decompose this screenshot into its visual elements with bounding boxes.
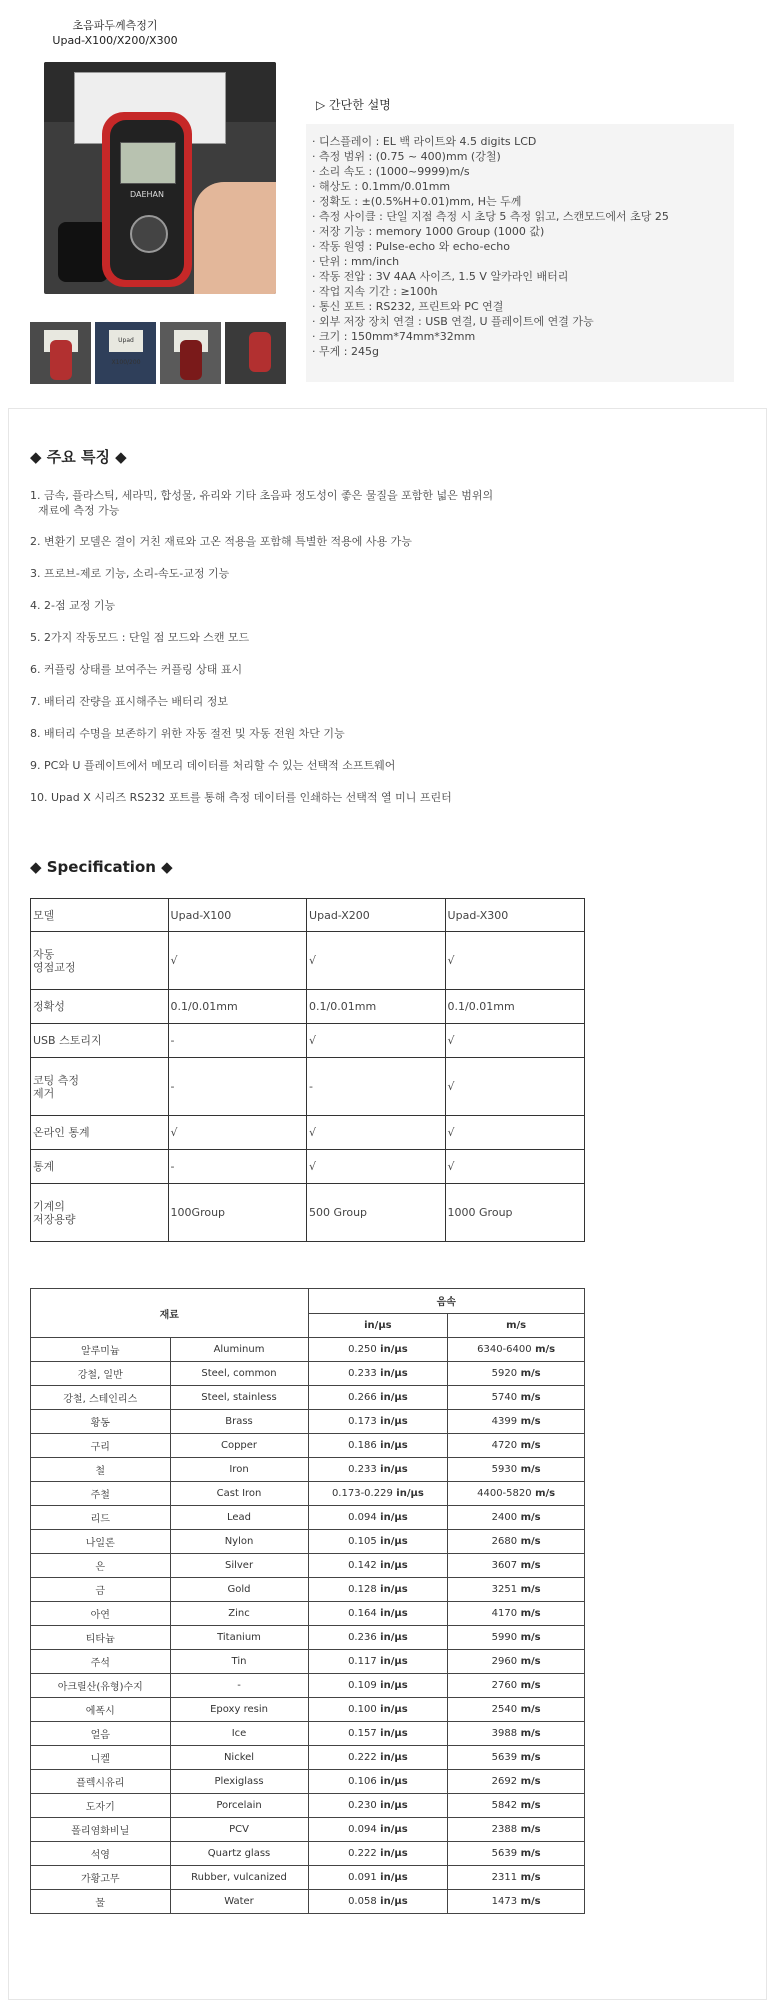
spec-cell: √ bbox=[445, 1150, 584, 1184]
velocity-cell: 0.117 in/μs bbox=[308, 1650, 448, 1674]
velocity-cell: 에폭시 bbox=[31, 1698, 171, 1722]
description-item: · 저장 기능 : memory 1000 Group (1000 값) bbox=[312, 225, 545, 238]
velocity-cell: 아크릴산(유형)수지 bbox=[31, 1674, 171, 1698]
spec-cell: 정확성 bbox=[31, 990, 169, 1024]
velocity-cell: 3251 m/s bbox=[448, 1578, 585, 1602]
velocity-cell: 4720 m/s bbox=[448, 1434, 585, 1458]
velocity-cell: Steel, stainless bbox=[170, 1386, 308, 1410]
velocity-cell: 5639 m/s bbox=[448, 1746, 585, 1770]
velocity-cell: 0.128 in/μs bbox=[308, 1578, 448, 1602]
velocity-cell: 가황고무 bbox=[31, 1866, 171, 1890]
velocity-cell: Nickel bbox=[170, 1746, 308, 1770]
velocity-unit: m/s bbox=[517, 1512, 541, 1523]
description-item: · 통신 포트 : RS232, 프린트와 PC 연결 bbox=[312, 300, 504, 313]
velocity-cell: 5842 m/s bbox=[448, 1794, 585, 1818]
spec-row bbox=[31, 1058, 585, 1116]
velocity-cell: 강철, 스테인리스 bbox=[31, 1386, 171, 1410]
velocity-cell: 3607 m/s bbox=[448, 1554, 585, 1578]
spec-header-cell: Upad-X100 bbox=[168, 899, 307, 932]
velocity-unit: m/s bbox=[517, 1560, 541, 1571]
velocity-unit: m/s bbox=[517, 1368, 541, 1379]
spec-cell: 기계의 저장용량 bbox=[31, 1184, 169, 1242]
description-item: · 측정 범위 : (0.75 ~ 400)mm (강철) bbox=[312, 150, 501, 163]
spec-header-cell: 모델 bbox=[31, 899, 169, 932]
spec-cell: 코팅 측정 제거 bbox=[31, 1058, 169, 1116]
thumbnail-1[interactable] bbox=[30, 322, 91, 384]
velocity-cell: 6340-6400 m/s bbox=[448, 1338, 585, 1362]
spec-cell: √ bbox=[445, 1116, 584, 1150]
velocity-cell: Zinc bbox=[170, 1602, 308, 1626]
velocity-cell: 구리 bbox=[31, 1434, 171, 1458]
velocity-cell: 2960 m/s bbox=[448, 1650, 585, 1674]
description-list bbox=[312, 134, 669, 359]
spec-cell: √ bbox=[307, 932, 446, 990]
velocity-cell: PCV bbox=[170, 1818, 308, 1842]
spec-row bbox=[31, 1116, 585, 1150]
velocity-unit: m/s bbox=[517, 1728, 541, 1739]
velocity-cell: Tin bbox=[170, 1650, 308, 1674]
velocity-row bbox=[31, 1650, 585, 1674]
velocity-row bbox=[31, 1386, 585, 1410]
velocity-unit: m/s bbox=[517, 1872, 541, 1883]
velocity-cell: Nylon bbox=[170, 1530, 308, 1554]
velocity-cell: 주석 bbox=[31, 1650, 171, 1674]
spec-cell: √ bbox=[168, 1116, 307, 1150]
velocity-cell: 4400-5820 m/s bbox=[448, 1482, 585, 1506]
unit-in-header: in/μs bbox=[308, 1313, 448, 1338]
velocity-unit: m/s bbox=[517, 1824, 541, 1835]
velocity-unit: m/s bbox=[517, 1608, 541, 1619]
velocity-row bbox=[31, 1770, 585, 1794]
velocity-cell: 2311 m/s bbox=[448, 1866, 585, 1890]
velocity-unit: m/s bbox=[517, 1656, 541, 1667]
velocity-row bbox=[31, 1842, 585, 1866]
spec-row bbox=[31, 932, 585, 990]
velocity-unit: in/μs bbox=[376, 1872, 408, 1883]
spec-row bbox=[31, 1184, 585, 1242]
velocity-cell: 0.058 in/μs bbox=[308, 1890, 448, 1914]
velocity-cell: 0.230 in/μs bbox=[308, 1794, 448, 1818]
velocity-cell: 0.100 in/μs bbox=[308, 1698, 448, 1722]
velocity-row bbox=[31, 1698, 585, 1722]
gauge-lcd bbox=[120, 142, 176, 184]
gauge-device bbox=[102, 112, 192, 287]
velocity-cell: 5740 m/s bbox=[448, 1386, 585, 1410]
velocity-unit: m/s bbox=[517, 1752, 541, 1763]
velocity-unit: m/s bbox=[517, 1848, 541, 1859]
spec-cell: 통계 bbox=[31, 1150, 169, 1184]
velocity-unit: in/μs bbox=[376, 1848, 408, 1859]
spec-header-cell: Upad-X300 bbox=[445, 899, 584, 932]
velocity-cell: 철 bbox=[31, 1458, 171, 1482]
velocity-unit: m/s bbox=[531, 1488, 556, 1499]
velocity-cell: 5920 m/s bbox=[448, 1362, 585, 1386]
velocity-cell: 0.233 in/μs bbox=[308, 1362, 448, 1386]
material-header: 재료 bbox=[31, 1289, 309, 1338]
features-list bbox=[30, 488, 590, 822]
velocity-unit: in/μs bbox=[376, 1440, 408, 1451]
description-item: · 작동 전압 : 3V 4AA 사이즈, 1.5 V 알카라인 배터리 bbox=[312, 270, 569, 283]
hand-image bbox=[194, 182, 276, 294]
velocity-cell: 0.157 in/μs bbox=[308, 1722, 448, 1746]
velocity-cell: 2540 m/s bbox=[448, 1698, 585, 1722]
velocity-cell: 2680 m/s bbox=[448, 1530, 585, 1554]
velocity-unit: in/μs bbox=[376, 1368, 408, 1379]
velocity-cell: 0.250 in/μs bbox=[308, 1338, 448, 1362]
velocity-row bbox=[31, 1794, 585, 1818]
velocity-cell: Aluminum bbox=[170, 1338, 308, 1362]
spec-table bbox=[30, 898, 585, 1242]
spec-cell: 0.1/0.01mm bbox=[168, 990, 307, 1024]
velocity-unit: m/s bbox=[517, 1392, 541, 1403]
velocity-unit: in/μs bbox=[376, 1704, 408, 1715]
feature-item: 8. 배터리 수명을 보존하기 위한 자동 절전 및 자동 전원 차단 기능 bbox=[30, 727, 345, 740]
velocity-cell: 0.106 in/μs bbox=[308, 1770, 448, 1794]
velocity-unit: in/μs bbox=[376, 1392, 408, 1403]
velocity-cell: 5990 m/s bbox=[448, 1626, 585, 1650]
spec-row bbox=[31, 990, 585, 1024]
velocity-unit: in/μs bbox=[376, 1752, 408, 1763]
velocity-unit: m/s bbox=[517, 1704, 541, 1715]
velocity-unit: m/s bbox=[517, 1680, 541, 1691]
feature-item: 5. 2가지 작동모드 : 단일 점 모드와 스캔 모드 bbox=[30, 631, 250, 644]
velocity-cell: Brass bbox=[170, 1410, 308, 1434]
product-title bbox=[30, 18, 200, 48]
velocity-row bbox=[31, 1410, 585, 1434]
velocity-cell: 티타늄 bbox=[31, 1626, 171, 1650]
velocity-cell: Plexiglass bbox=[170, 1770, 308, 1794]
feature-item: 7. 배터리 잔량을 표시해주는 배터리 정보 bbox=[30, 695, 228, 708]
velocity-cell: 도자기 bbox=[31, 1794, 171, 1818]
velocity-unit: in/μs bbox=[376, 1800, 408, 1811]
velocity-row bbox=[31, 1362, 585, 1386]
velocity-row bbox=[31, 1674, 585, 1698]
feature-item: 6. 커플링 상태를 보여주는 커플링 상태 표시 bbox=[30, 663, 243, 676]
velocity-row bbox=[31, 1458, 585, 1482]
velocity-cell: 석영 bbox=[31, 1842, 171, 1866]
description-item: · 측정 사이클 : 단일 지점 측정 시 초당 5 측정 읽고, 스캔모드에서 초당 25 bbox=[312, 210, 669, 223]
feature-item: 재료에 측정 가능 bbox=[38, 504, 120, 517]
velocity-unit: in/μs bbox=[376, 1824, 408, 1835]
feature-item: 4. 2-점 교정 기능 bbox=[30, 599, 116, 612]
spec-cell: 자동 영점교정 bbox=[31, 932, 169, 990]
velocity-unit: m/s bbox=[517, 1776, 541, 1787]
velocity-unit: in/μs bbox=[376, 1776, 408, 1787]
velocity-row bbox=[31, 1722, 585, 1746]
velocity-cell: 0.186 in/μs bbox=[308, 1434, 448, 1458]
velocity-unit: in/μs bbox=[376, 1560, 408, 1571]
description-title: ▷ 간단한 설명 bbox=[316, 98, 391, 112]
velocity-row bbox=[31, 1818, 585, 1842]
velocity-row bbox=[31, 1602, 585, 1626]
velocity-cell: Cast Iron bbox=[170, 1482, 308, 1506]
velocity-cell: 2400 m/s bbox=[448, 1506, 585, 1530]
spec-cell: 100Group bbox=[168, 1184, 307, 1242]
velocity-cell: Silver bbox=[170, 1554, 308, 1578]
velocity-cell: Lead bbox=[170, 1506, 308, 1530]
velocity-unit: m/s bbox=[517, 1536, 541, 1547]
velocity-cell: 0.094 in/μs bbox=[308, 1506, 448, 1530]
spec-cell: 500 Group bbox=[307, 1184, 446, 1242]
velocity-unit: in/μs bbox=[376, 1656, 408, 1667]
velocity-unit: in/μs bbox=[376, 1344, 408, 1355]
velocity-cell: - bbox=[170, 1674, 308, 1698]
description-item: · 해상도 : 0.1mm/0.01mm bbox=[312, 180, 451, 193]
velocity-cell: 4399 m/s bbox=[448, 1410, 585, 1434]
velocity-cell: 0.222 in/μs bbox=[308, 1842, 448, 1866]
description-item: · 무게 : 245g bbox=[312, 345, 379, 358]
velocity-unit: in/μs bbox=[376, 1584, 408, 1595]
velocity-cell: 5930 m/s bbox=[448, 1458, 585, 1482]
description-item: · 디스플레이 : EL 백 라이트와 4.5 digits LCD bbox=[312, 135, 537, 148]
spec-cell: 0.1/0.01mm bbox=[445, 990, 584, 1024]
description-item: · 외부 저장 장치 연결 : USB 연결, U 플레이트에 연결 가능 bbox=[312, 315, 594, 328]
spec-cell: √ bbox=[168, 932, 307, 990]
velocity-row bbox=[31, 1746, 585, 1770]
spec-row bbox=[31, 1024, 585, 1058]
velocity-cell: 0.266 in/μs bbox=[308, 1386, 448, 1410]
thumbnail-strip bbox=[30, 322, 288, 384]
velocity-unit: in/μs bbox=[392, 1488, 424, 1499]
spec-cell: √ bbox=[307, 1116, 446, 1150]
velocity-cell: 2388 m/s bbox=[448, 1818, 585, 1842]
velocity-cell: 0.173 in/μs bbox=[308, 1410, 448, 1434]
velocity-cell: Quartz glass bbox=[170, 1842, 308, 1866]
spec-cell: √ bbox=[307, 1024, 446, 1058]
velocity-row bbox=[31, 1506, 585, 1530]
velocity-unit: in/μs bbox=[376, 1632, 408, 1643]
feature-item: 3. 프로브-제로 기능, 소리-속도-교정 기능 bbox=[30, 567, 230, 580]
spec-cell: - bbox=[168, 1058, 307, 1116]
velocity-cell: 2692 m/s bbox=[448, 1770, 585, 1794]
velocity-cell: Rubber, vulcanized bbox=[170, 1866, 308, 1890]
velocity-cell: Porcelain bbox=[170, 1794, 308, 1818]
velocity-cell: 0.233 in/μs bbox=[308, 1458, 448, 1482]
spec-title: ◆ Specification ◆ bbox=[30, 858, 173, 876]
velocity-cell: Ice bbox=[170, 1722, 308, 1746]
velocity-cell: 0.173-0.229 in/μs bbox=[308, 1482, 448, 1506]
velocity-unit: in/μs bbox=[376, 1896, 408, 1907]
velocity-cell: 1473 m/s bbox=[448, 1890, 585, 1914]
spec-header-cell: Upad-X200 bbox=[307, 899, 446, 932]
velocity-unit: m/s bbox=[531, 1344, 556, 1355]
velocity-row bbox=[31, 1626, 585, 1650]
velocity-cell: 폴리염화비닐 bbox=[31, 1818, 171, 1842]
velocity-cell: 황동 bbox=[31, 1410, 171, 1434]
thumbnail-2[interactable] bbox=[95, 322, 156, 384]
velocity-unit: m/s bbox=[517, 1800, 541, 1811]
spec-cell: 0.1/0.01mm bbox=[307, 990, 446, 1024]
thumbnail-4[interactable] bbox=[225, 322, 286, 384]
velocity-cell: Copper bbox=[170, 1434, 308, 1458]
velocity-cell: Gold bbox=[170, 1578, 308, 1602]
velocity-unit: m/s bbox=[517, 1896, 541, 1907]
velocity-row bbox=[31, 1338, 585, 1362]
velocity-row bbox=[31, 1434, 585, 1458]
spec-cell: USB 스토리지 bbox=[31, 1024, 169, 1058]
velocity-unit: in/μs bbox=[376, 1608, 408, 1619]
velocity-cell: 0.164 in/μs bbox=[308, 1602, 448, 1626]
velocity-cell: 0.091 in/μs bbox=[308, 1866, 448, 1890]
velocity-row bbox=[31, 1530, 585, 1554]
velocity-cell: Iron bbox=[170, 1458, 308, 1482]
spec-cell: √ bbox=[445, 1024, 584, 1058]
velocity-row bbox=[31, 1866, 585, 1890]
velocity-cell: 2760 m/s bbox=[448, 1674, 585, 1698]
velocity-cell: 5639 m/s bbox=[448, 1842, 585, 1866]
velocity-unit: in/μs bbox=[376, 1464, 408, 1475]
product-title-line2: Upad-X100/X200/X300 bbox=[52, 34, 178, 47]
keypad-icon bbox=[130, 215, 168, 253]
feature-item: 2. 변환기 모델은 결이 거친 재료와 고온 적용을 포함해 특별한 적용에 사용 가능 bbox=[30, 535, 412, 548]
velocity-unit: m/s bbox=[517, 1440, 541, 1451]
velocity-cell: 0.142 in/μs bbox=[308, 1554, 448, 1578]
velocity-unit: in/μs bbox=[376, 1536, 408, 1547]
velocity-unit: m/s bbox=[517, 1416, 541, 1427]
description-item: · 단위 : mm/inch bbox=[312, 255, 400, 268]
velocity-cell: 아연 bbox=[31, 1602, 171, 1626]
description-item: · 소리 속도 : (1000~9999)m/s bbox=[312, 165, 470, 178]
velocity-unit: in/μs bbox=[376, 1416, 408, 1427]
velocity-unit: m/s bbox=[517, 1464, 541, 1475]
velocity-cell: 4170 m/s bbox=[448, 1602, 585, 1626]
velocity-unit: m/s bbox=[517, 1584, 541, 1595]
spec-cell: - bbox=[168, 1150, 307, 1184]
description-item: · 정확도 : ±(0.5%H+0.01)mm, H는 두께 bbox=[312, 195, 522, 208]
velocity-row bbox=[31, 1890, 585, 1914]
velocity-unit: in/μs bbox=[376, 1680, 408, 1691]
velocity-cell: 0.094 in/μs bbox=[308, 1818, 448, 1842]
velocity-cell: 주철 bbox=[31, 1482, 171, 1506]
velocity-cell: 금 bbox=[31, 1578, 171, 1602]
product-main-image[interactable] bbox=[44, 62, 276, 294]
device-brand: DAEHAN bbox=[129, 190, 165, 199]
velocity-cell: 0.105 in/μs bbox=[308, 1530, 448, 1554]
velocity-row bbox=[31, 1482, 585, 1506]
velocity-row bbox=[31, 1578, 585, 1602]
velocity-unit: in/μs bbox=[376, 1728, 408, 1739]
probe-icon bbox=[58, 222, 108, 282]
velocity-cell: 은 bbox=[31, 1554, 171, 1578]
velocity-cell: 얼음 bbox=[31, 1722, 171, 1746]
spec-cell: 1000 Group bbox=[445, 1184, 584, 1242]
thumbnail-3[interactable] bbox=[160, 322, 221, 384]
velocity-cell: 0.109 in/μs bbox=[308, 1674, 448, 1698]
velocity-cell: 리드 bbox=[31, 1506, 171, 1530]
velocity-cell: Water bbox=[170, 1890, 308, 1914]
spec-cell: √ bbox=[445, 1058, 584, 1116]
velocity-cell: Steel, common bbox=[170, 1362, 308, 1386]
velocity-cell: Titanium bbox=[170, 1626, 308, 1650]
features-title: ◆ 주요 특징 ◆ bbox=[30, 448, 127, 466]
velocity-cell: 플렉시유리 bbox=[31, 1770, 171, 1794]
velocity-cell: 알루미늄 bbox=[31, 1338, 171, 1362]
velocity-cell: 0.222 in/μs bbox=[308, 1746, 448, 1770]
velocity-cell: Epoxy resin bbox=[170, 1698, 308, 1722]
velocity-cell: 나일론 bbox=[31, 1530, 171, 1554]
velocity-unit: m/s bbox=[517, 1632, 541, 1643]
velocity-cell: 물 bbox=[31, 1890, 171, 1914]
unit-ms-header: m/s bbox=[448, 1313, 585, 1338]
spec-cell: 온라인 통계 bbox=[31, 1116, 169, 1150]
feature-item: 10. Upad X 시리즈 RS232 포트를 통해 측정 데이터를 인쇄하는 선택적 열 미니 프린터 bbox=[30, 791, 452, 804]
spec-cell: - bbox=[307, 1058, 446, 1116]
velocity-cell: 니켈 bbox=[31, 1746, 171, 1770]
speed-header: 음속 bbox=[308, 1289, 584, 1314]
velocity-row bbox=[31, 1554, 585, 1578]
feature-item: 1. 금속, 플라스틱, 세라믹, 합성물, 유리와 기타 초음파 정도성이 좋은 물질을 포함한 넓은 범위의 bbox=[30, 489, 494, 502]
description-item: · 작업 지속 기간 : ≥100h bbox=[312, 285, 438, 298]
velocity-cell: 0.236 in/μs bbox=[308, 1626, 448, 1650]
description-item: · 크기 : 150mm*74mm*32mm bbox=[312, 330, 476, 343]
velocity-cell: 강철, 일반 bbox=[31, 1362, 171, 1386]
product-title-line1: 초음파두께측정기 bbox=[72, 19, 158, 32]
velocity-unit: in/μs bbox=[376, 1512, 408, 1523]
velocity-cell: 3988 m/s bbox=[448, 1722, 585, 1746]
spec-row bbox=[31, 1150, 585, 1184]
spec-cell: √ bbox=[445, 932, 584, 990]
thumbnail-screen-text: Upad X100/200 bbox=[109, 330, 143, 352]
spec-cell: - bbox=[168, 1024, 307, 1058]
feature-item: 9. PC와 U 플레이트에서 메모리 데이터를 처리할 수 있는 선택적 소프트웨어 bbox=[30, 759, 396, 772]
spec-cell: √ bbox=[307, 1150, 446, 1184]
description-item: · 작동 원영 : Pulse-echo 와 echo-echo bbox=[312, 240, 510, 253]
velocity-table bbox=[30, 1288, 585, 1914]
